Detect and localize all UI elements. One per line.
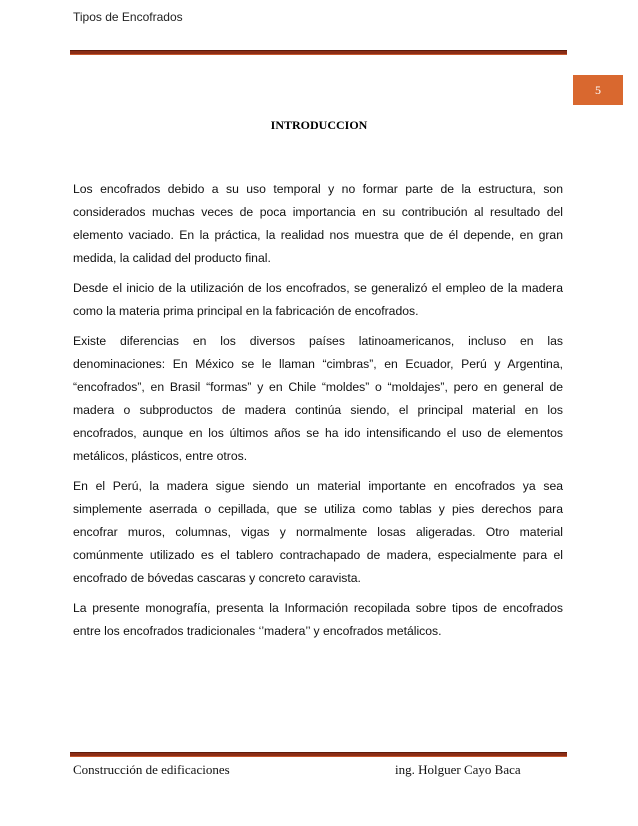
body-text [73,178,563,650]
paragraph: Desde el inicio de la utilización de los encofrados, se generalizó el empleo de la madera como la materia prima principal en la fabricación de encofrados. [73,281,563,318]
footer-author: ing. Holguer Cayo Baca [395,762,521,777]
paragraph: La presente monografía, presenta la Información recopilada sobre tipos de encofrados entre los encofrados tradicionales ‘’madera’’ y encofrados metálicos. [73,601,563,638]
running-header-title: Tipos de Encofrados [73,10,183,24]
footer-course-title: Construcción de edificaciones [73,762,230,777]
paragraph: Existe diferencias en los diversos países latinoamericanos, incluso en las denominaciones: En México se le llaman “cimbras”, en Ecuador, Perú y Argentina, “encofrados”, en Brasil “formas” y en Chile “moldes” o “moldajes”, pero en general de madera o subproductos de madera continúa siendo, el principal material en los encofrados, aunque en los últimos años se ha ido intensificando el uso de elementos metálicos, plásticos, entre otros. [73,334,563,463]
footer-divider [70,752,567,757]
paragraph: En el Perú, la madera sigue siendo un material importante en encofrados ya sea simplemente aserrada o cepillada, que se utiliza como tablas y pies derechos para encofrar muros, columnas, vigas y normalmente losas aligeradas. Otro material comúnmente utilizado es el tablero contrachapado de madera, especialmente para el encofrado de bóvedas cascaras y concreto caravista. [73,479,563,585]
section-heading: INTRODUCCION [270,118,368,132]
paragraph: Los encofrados debido a su uso temporal y no formar parte de la estructura, son considerados muchas veces de poca importancia en su contribución al resultado del elemento vaciado. En la práctica, la realidad nos muestra que de él depende, en gran medida, la calidad del producto final. [73,182,563,265]
page-number-badge: 5 [573,75,623,105]
header-divider [70,50,567,55]
